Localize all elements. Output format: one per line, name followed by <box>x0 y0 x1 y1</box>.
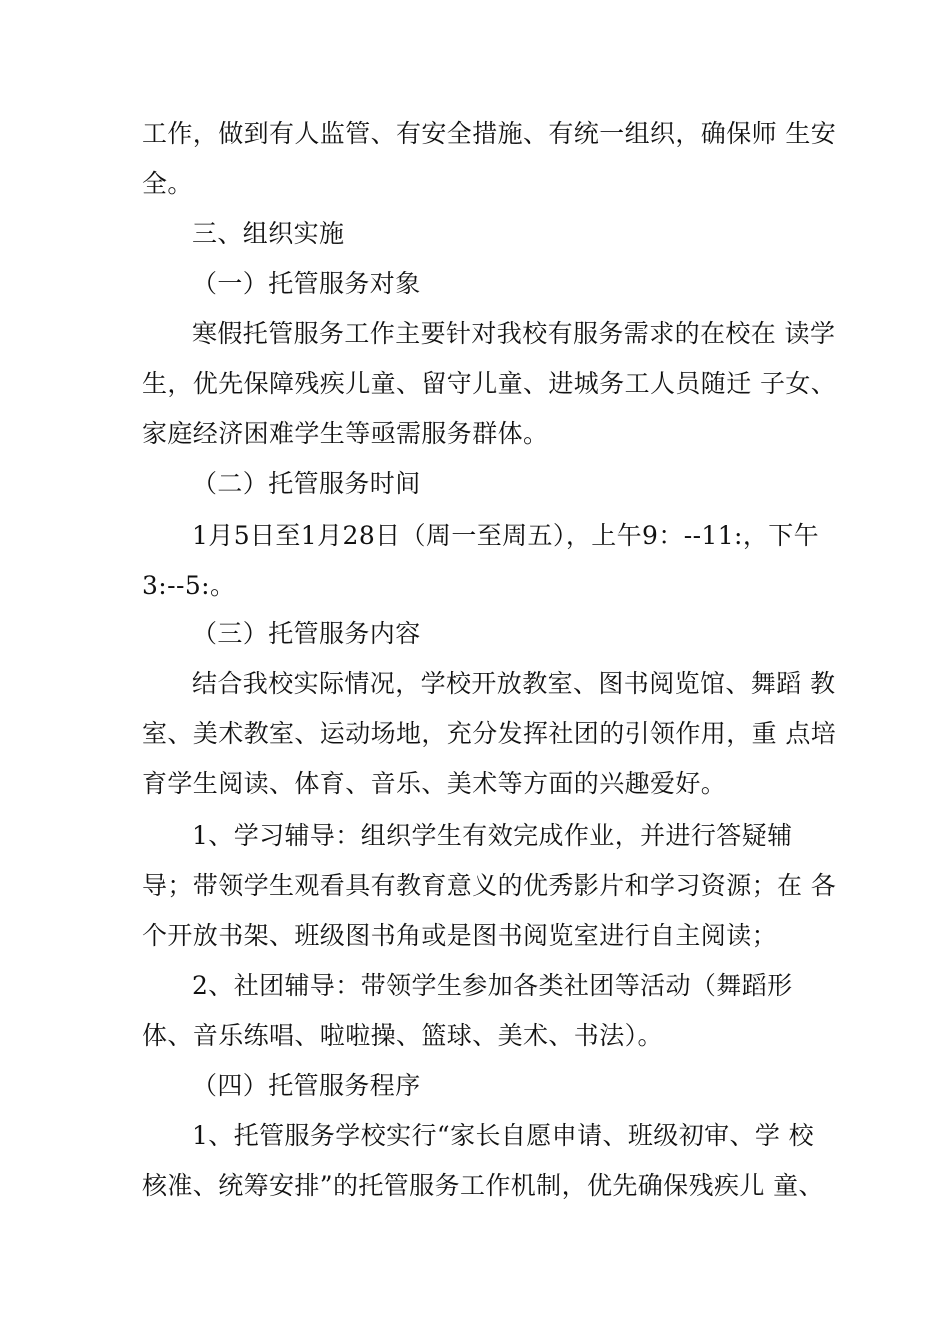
paragraph-line: 结合我校实际情况，学校开放教室、图书阅览馆、舞蹈 教 <box>192 669 836 698</box>
paragraph-line: 3:--5:。 <box>142 571 236 600</box>
subsection-heading: （四）托管服务程序 <box>192 1071 421 1100</box>
paragraph-line: 寒假托管服务工作主要针对我校有服务需求的在校在 读学 <box>192 319 836 348</box>
subsection-heading: （一）托管服务对象 <box>192 269 421 298</box>
paragraph-line: 1月5日至1月28日（周一至周五），上午9：--11:，下午 <box>192 521 820 550</box>
paragraph-line: 生，优先保障残疾儿童、留守儿童、进城务工人员随迁 子女、 <box>142 369 837 398</box>
paragraph-line: 育学生阅读、体育、音乐、美术等方面的兴趣爱好。 <box>142 769 727 798</box>
paragraph-line: 工作，做到有人监管、有安全措施、有统一组织，确保师 生安 <box>142 119 837 148</box>
paragraph-line: 导；带领学生观看具有教育意义的优秀影片和学习资源；在 各 <box>142 871 837 900</box>
paragraph-line: 室、美术教室、运动场地，充分发挥社团的引领作用，重 点培 <box>142 719 837 748</box>
paragraph-line: 全。 <box>142 169 193 198</box>
subsection-heading: （三）托管服务内容 <box>192 619 421 648</box>
paragraph-line: 核准、统筹安排”的托管服务工作机制，优先确保残疾儿 童、 <box>142 1171 824 1200</box>
paragraph-line: 体、音乐练唱、啦啦操、篮球、美术、书法）。 <box>142 1021 663 1050</box>
paragraph-line: 个开放书架、班级图书角或是图书阅览室进行自主阅读； <box>142 921 778 950</box>
paragraph-line: 1、托管服务学校实行“家长自愿申请、班级初审、学 校 <box>192 1121 815 1150</box>
section-heading: 三、组织实施 <box>192 219 345 248</box>
subsection-heading: （二）托管服务时间 <box>192 469 421 498</box>
paragraph-line: 家庭经济困难学生等亟需服务群体。 <box>142 419 549 448</box>
paragraph-line: 1、学习辅导：组织学生有效完成作业，并进行答疑辅 <box>192 821 793 850</box>
paragraph-line: 2、社团辅导：带领学生参加各类社团等活动（舞蹈形 <box>192 971 793 1000</box>
